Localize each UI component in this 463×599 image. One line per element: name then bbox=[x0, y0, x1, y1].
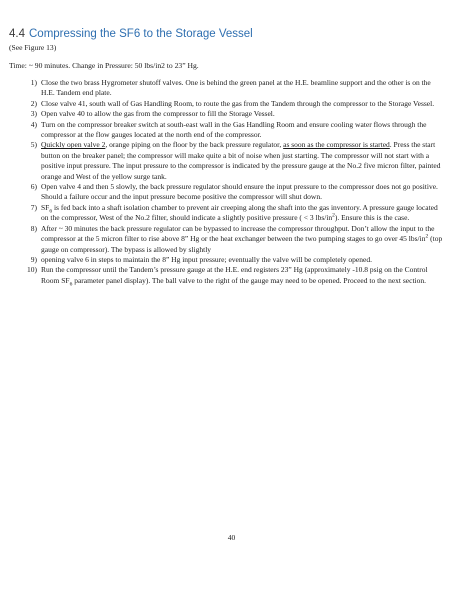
section-title: Compressing the SF6 to the Storage Vessel bbox=[29, 28, 253, 40]
step-text: opening valve 6 in steps to maintain the 8” Hg input pressure; eventually the valve will be completely opened. bbox=[41, 254, 372, 264]
step-number: 7) bbox=[30, 202, 37, 212]
subscript: 6 bbox=[69, 281, 73, 288]
step-emphasis-text: as soon as the compressor is started bbox=[283, 140, 390, 150]
procedure-steps-list bbox=[23, 78, 443, 286]
superscript: 2 bbox=[425, 233, 429, 240]
subscript: 6 bbox=[49, 208, 53, 215]
step-text: After ~ 30 minutes the back pressure regulator can be bypassed to increase the compressor throughput. Don’t allow the input to the compressor at the 5 micron filter to rise above 8” Hg or the heat exchanger between the two pumping stages to go over 45 lbs/in bbox=[41, 223, 435, 244]
step-number: 8) bbox=[30, 223, 37, 233]
procedure-step bbox=[23, 265, 443, 286]
step-number: 2) bbox=[30, 98, 37, 108]
step-text: . Press the start button on the breaker panel; the compressor will make quite a bit of noise when just starting. The compressor will not start with a positive input pressure. The input pressure to the compressor is indicated by the pressure gauge at the No.2 five micron filter, painted orange and West of the yellow surge tank. bbox=[41, 140, 441, 181]
section-heading bbox=[9, 28, 253, 40]
step-number: 3) bbox=[30, 109, 37, 119]
page-number: 40 bbox=[227, 533, 236, 542]
step-number: 10) bbox=[27, 265, 37, 275]
step-text: Close the two brass Hygrometer shutoff valves. One is behind the green panel at the H.E. beamline support and the other is on the H.E. Tandem end plate. bbox=[41, 78, 431, 98]
procedure-step bbox=[23, 78, 443, 99]
procedure-step bbox=[23, 109, 443, 119]
step-text: Open valve 40 to allow the gas from the compressor to fill the Storage Vessel. bbox=[41, 109, 275, 119]
step-number: 4) bbox=[30, 119, 37, 129]
procedure-step bbox=[23, 182, 443, 203]
procedure-step bbox=[23, 120, 443, 141]
step-text: SF bbox=[41, 202, 50, 212]
step-number: 9) bbox=[30, 254, 37, 264]
procedure-step bbox=[23, 224, 443, 255]
step-text: Open valve 4 and then 5 slowly, the back pressure regulator should ensure the input pressure to the compressor does not go positive. Should a failure occur and the input pressure become positive the compressor will shut down. bbox=[41, 182, 438, 202]
step-number: 6) bbox=[30, 182, 37, 192]
step-number: 5) bbox=[30, 140, 37, 150]
step-text: Turn on the compressor breaker switch at south-east wall in the Gas Handling Room and ensure cooling water flows through the compressor at the flow gauges located at the north end of the compressor. bbox=[41, 119, 427, 140]
procedure-step bbox=[23, 140, 443, 182]
section-number: 4.4 bbox=[9, 28, 25, 40]
step-text: is fed back into a shaft isolation chamber to prevent air creeping along the shaft into the gas inventory. A pressure gauge located on the compressor, West of the No.2 filter, should indicate a slightly positive pressure ( < 3 lbs/in bbox=[41, 202, 438, 223]
step-text: (top gauge on compressor). The bypass is allowed by slightly bbox=[41, 234, 443, 254]
figure-reference: (See Figure 13) bbox=[9, 43, 57, 52]
step-text: ). Ensure this is the case. bbox=[334, 213, 410, 223]
superscript: 2 bbox=[332, 212, 335, 219]
procedure-step bbox=[23, 255, 443, 265]
procedure-step bbox=[23, 99, 443, 109]
step-text: Run the compressor until the Tandem’s pressure gauge at the H.E. end registers 23” Hg (approximately -10.8 psig on the Control Room SF bbox=[41, 265, 428, 285]
step-text: , orange piping on the floor by the back pressure regulator, bbox=[105, 140, 284, 150]
step-number: 1) bbox=[30, 78, 37, 87]
procedure-step bbox=[23, 203, 443, 224]
step-text: parameter panel display). The ball valve to the right of the gauge may need to be opened. Proceed to the next section. bbox=[72, 275, 427, 285]
step-emphasis-text: Quickly open valve 2 bbox=[41, 140, 106, 150]
time-pressure-summary: Time: ~ 90 minutes. Change in Pressure: 50 lbs/in2 to 23” Hg. bbox=[9, 61, 199, 70]
step-text: Close valve 41, south wall of Gas Handling Room, to route the gas from the Tandem through the compressor to the Storage Vessel. bbox=[41, 98, 435, 108]
